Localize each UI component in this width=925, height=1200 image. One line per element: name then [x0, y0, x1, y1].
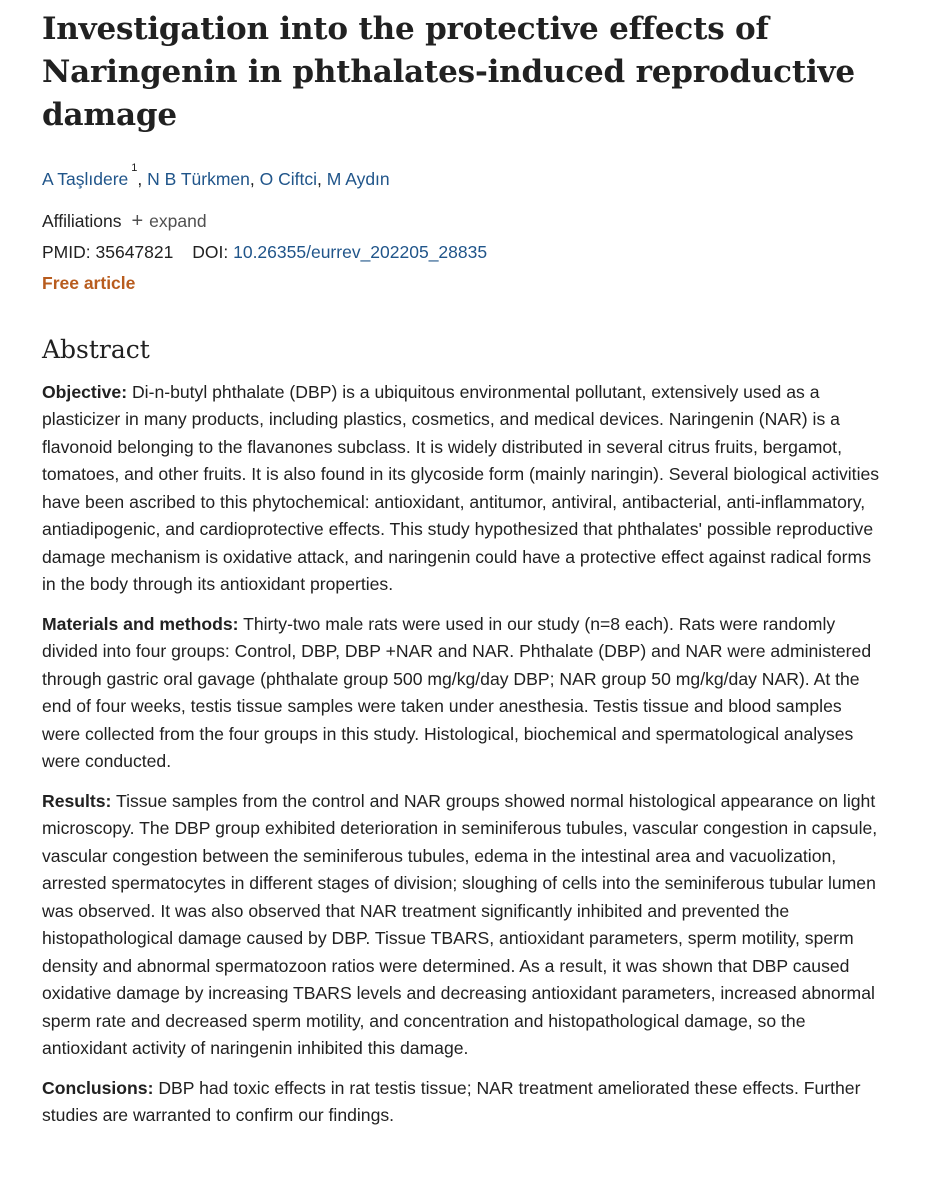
- affiliation-ref[interactable]: 1: [131, 162, 138, 174]
- article-title: Investigation into the protective effects of Naringenin in phthalates-induced reproductive damage: [42, 11, 855, 133]
- section-text: Thirty-two male rats were used in our study (n=8 each). Rats were randomly divided into four groups: Control, DBP, DBP +NAR and NAR. Phthalate (DBP) and NAR were administered through gastric oral gavage (phthalate group 500 mg/kg/day DBP; NAR group 50 mg/kg/day NAR). At the end of four weeks, testis tissue samples were taken under anesthesia. Testis tissue and blood samples were collected from the four groups in this study. Histological, biochemical and spermatological analyses were conducted.: [42, 613, 872, 772]
- doi-link[interactable]: 10.26355/eurrev_202205_28835: [233, 241, 488, 262]
- expand-affiliations-button[interactable]: [131, 209, 206, 233]
- author-link[interactable]: N B Türkmen: [147, 168, 250, 189]
- author-link[interactable]: O Ciftci: [259, 168, 317, 189]
- section-label: Objective:: [42, 381, 128, 402]
- abstract-results: [42, 788, 882, 1063]
- pmid-label: PMID:: [42, 241, 91, 262]
- author-list: A Taşlıdere$^1$, N B Türkmen, O Ciftci, M Aydın: [42, 162, 390, 189]
- abstract-conclusions: [42, 1075, 882, 1130]
- section-label: Materials and methods:: [42, 613, 239, 634]
- abstract-methods: [42, 611, 882, 776]
- free-article-label: Free article: [42, 272, 136, 293]
- pmid-value: 35647821: [95, 241, 174, 262]
- author-link[interactable]: M Aydın: [326, 168, 390, 189]
- article-page: [42, 0, 882, 1130]
- affiliations-row: [42, 209, 882, 233]
- section-label: Conclusions:: [42, 1077, 154, 1098]
- expand-label: expand: [149, 210, 207, 231]
- author-link[interactable]: A Taşlıdere: [42, 168, 129, 189]
- section-text: Tissue samples from the control and NAR groups showed normal histological appearance on light microscopy. The DBP group exhibited deterioration in seminiferous tubules, vascular congestion in capsule, vascular congestion between the seminiferous tubules, edema in the intestinal area and vacuolization, arrested spermatocytes in different stages of division; sloughing of cells into the seminiferous tubular lumen was observed. It was also observed that NAR treatment significantly inhibited and prevented the histopathological damage caused by DBP. Tissue TBARS, antioxidant parameters, sperm motility, sperm density and abnormal spermatozoon ratios were determined. As a result, it was shown that DBP caused oxidative damage by increasing TBARS levels and decreasing antioxidant parameters, increased abnormal sperm rate and decreased sperm motility, and concentration and histopathological damage, so the antioxidant activity of naringenin inhibited this damage.: [42, 790, 878, 1059]
- abstract-objective: [42, 379, 882, 599]
- doi-label: DOI:: [192, 241, 229, 262]
- affiliations-label: Affiliations: [42, 210, 122, 231]
- plus-icon: +: [131, 209, 144, 232]
- section-label: Results:: [42, 790, 112, 811]
- abstract-heading: Abstract: [42, 334, 150, 364]
- identifiers-row: [42, 240, 882, 264]
- section-text: DBP had toxic effects in rat testis tissue; NAR treatment ameliorated these effects. Further studies are warranted to confirm our findings.: [42, 1077, 861, 1126]
- section-text: Di-n-butyl phthalate (DBP) is a ubiquitous environmental pollutant, extensively used as a plasticizer in many products, including plastics, cosmetics, and medical devices. Naringenin (NAR) is a flavonoid belonging to the flavanones subclass. It is widely distributed in several citrus fruits, bergamot, tomatoes, and other fruits. It is also found in its glycoside form (mainly naringin). Several biological activities have been ascribed to this phytochemical: antioxidant, antitumor, antiviral, antibacterial, anti-inflammatory, antiadipogenic, and cardioprotective effects. This study hypothesized that phthalates' possible reproductive damage mechanism is oxidative attack, and naringenin could have a protective effect against radical forms in the body through its antioxidant properties.: [42, 381, 880, 595]
